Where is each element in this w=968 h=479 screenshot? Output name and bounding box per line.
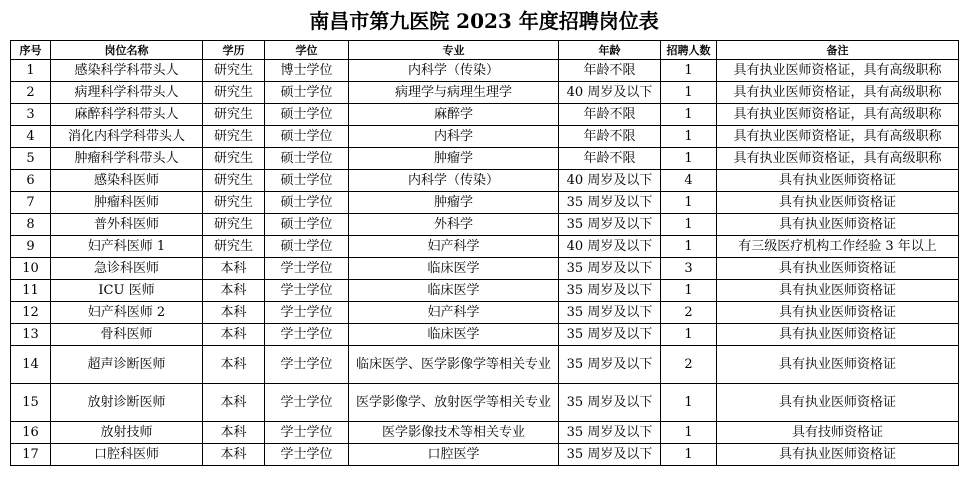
recruitment-table [10,40,959,466]
cell-no: 9 [11,236,51,258]
table-row [11,302,959,324]
header-age: 年龄 [559,41,661,60]
cell-edu: 研究生 [203,214,265,236]
cell-count: 3 [661,258,717,280]
cell-edu: 研究生 [203,104,265,126]
cell-degree: 学士学位 [265,258,349,280]
cell-post: 骨科医师 [51,324,203,346]
cell-post: 感染科学科带头人 [51,60,203,82]
cell-edu: 研究生 [203,126,265,148]
header-degree: 学位 [265,41,349,60]
table-row [11,126,959,148]
cell-age: 35 周岁及以下 [559,214,661,236]
cell-age: 35 周岁及以下 [559,444,661,466]
cell-note: 具有执业医师资格证 [717,444,959,466]
cell-post: 口腔科医师 [51,444,203,466]
cell-no: 16 [11,422,51,444]
cell-major: 外科学 [349,214,559,236]
cell-count: 1 [661,324,717,346]
cell-count: 1 [661,444,717,466]
cell-post: 感染科医师 [51,170,203,192]
cell-note: 具有执业医师资格证 [717,384,959,422]
cell-no: 6 [11,170,51,192]
table-row [11,82,959,104]
cell-age: 40 周岁及以下 [559,82,661,104]
cell-edu: 研究生 [203,192,265,214]
cell-major: 口腔医学 [349,444,559,466]
cell-major: 临床医学、医学影像学等相关专业 [349,346,559,384]
cell-edu: 本科 [203,258,265,280]
cell-edu: 本科 [203,280,265,302]
cell-major: 病理学与病理生理学 [349,82,559,104]
cell-degree: 学士学位 [265,346,349,384]
table-row [11,324,959,346]
table-row [11,384,959,422]
cell-major: 妇产科学 [349,302,559,324]
cell-edu: 本科 [203,422,265,444]
table-row [11,444,959,466]
cell-note: 具有执业医师资格证 [717,324,959,346]
cell-no: 13 [11,324,51,346]
cell-age: 35 周岁及以下 [559,384,661,422]
cell-degree: 硕士学位 [265,236,349,258]
cell-major: 临床医学 [349,324,559,346]
cell-count: 4 [661,170,717,192]
cell-edu: 本科 [203,444,265,466]
header-edu: 学历 [203,41,265,60]
cell-no: 3 [11,104,51,126]
cell-no: 5 [11,148,51,170]
cell-note: 具有执业医师资格证，具有高级职称 [717,148,959,170]
cell-edu: 本科 [203,324,265,346]
cell-edu: 研究生 [203,148,265,170]
cell-degree: 硕士学位 [265,126,349,148]
cell-no: 4 [11,126,51,148]
cell-age: 35 周岁及以下 [559,258,661,280]
cell-degree: 学士学位 [265,324,349,346]
cell-age: 40 周岁及以下 [559,236,661,258]
cell-major: 内科学 [349,126,559,148]
cell-note: 具有执业医师资格证 [717,214,959,236]
cell-post: 放射诊断医师 [51,384,203,422]
header-count: 招聘人数 [661,41,717,60]
cell-note: 具有执业医师资格证，具有高级职称 [717,126,959,148]
cell-no: 12 [11,302,51,324]
cell-post: ICU 医师 [51,280,203,302]
cell-note: 具有执业医师资格证，具有高级职称 [717,82,959,104]
cell-count: 1 [661,126,717,148]
cell-edu: 本科 [203,346,265,384]
cell-edu: 研究生 [203,236,265,258]
cell-count: 2 [661,346,717,384]
table-row [11,104,959,126]
cell-major: 内科学（传染） [349,60,559,82]
cell-count: 2 [661,302,717,324]
cell-note: 有三级医疗机构工作经验 3 年以上 [717,236,959,258]
table-row [11,192,959,214]
cell-edu: 研究生 [203,82,265,104]
cell-edu: 本科 [203,302,265,324]
cell-count: 1 [661,214,717,236]
cell-degree: 学士学位 [265,280,349,302]
cell-age: 35 周岁及以下 [559,302,661,324]
header-major: 专业 [349,41,559,60]
cell-degree: 硕士学位 [265,192,349,214]
cell-note: 具有技师资格证 [717,422,959,444]
cell-note: 具有执业医师资格证 [717,280,959,302]
cell-note: 具有执业医师资格证 [717,192,959,214]
cell-edu: 研究生 [203,170,265,192]
cell-no: 8 [11,214,51,236]
cell-count: 1 [661,236,717,258]
table-row [11,214,959,236]
table-row [11,258,959,280]
cell-count: 1 [661,192,717,214]
table-row [11,422,959,444]
cell-age: 35 周岁及以下 [559,422,661,444]
cell-count: 1 [661,60,717,82]
cell-degree: 硕士学位 [265,170,349,192]
cell-note: 具有执业医师资格证，具有高级职称 [717,60,959,82]
cell-post: 放射技师 [51,422,203,444]
cell-no: 11 [11,280,51,302]
cell-degree: 学士学位 [265,444,349,466]
cell-degree: 博士学位 [265,60,349,82]
cell-degree: 硕士学位 [265,82,349,104]
cell-post: 妇产科医师 1 [51,236,203,258]
cell-major: 医学影像学、放射医学等相关专业 [349,384,559,422]
cell-major: 肿瘤学 [349,148,559,170]
cell-age: 35 周岁及以下 [559,346,661,384]
cell-degree: 硕士学位 [265,104,349,126]
cell-age: 年龄不限 [559,104,661,126]
cell-major: 妇产科学 [349,236,559,258]
table-header-row [11,41,959,60]
cell-post: 肿瘤科学科带头人 [51,148,203,170]
header-note: 备注 [717,41,959,60]
cell-age: 40 周岁及以下 [559,170,661,192]
header-post: 岗位名称 [51,41,203,60]
cell-major: 肿瘤学 [349,192,559,214]
cell-count: 1 [661,148,717,170]
cell-age: 年龄不限 [559,60,661,82]
cell-no: 1 [11,60,51,82]
cell-post: 病理科学科带头人 [51,82,203,104]
cell-major: 临床医学 [349,280,559,302]
cell-note: 具有执业医师资格证 [717,302,959,324]
cell-count: 1 [661,104,717,126]
table-row [11,280,959,302]
cell-edu: 本科 [203,384,265,422]
table-row [11,346,959,384]
cell-count: 1 [661,82,717,104]
cell-post: 普外科医师 [51,214,203,236]
table-row [11,148,959,170]
table-row [11,60,959,82]
cell-major: 医学影像技术等相关专业 [349,422,559,444]
cell-note: 具有执业医师资格证 [717,346,959,384]
cell-no: 14 [11,346,51,384]
cell-note: 具有执业医师资格证 [717,258,959,280]
cell-age: 35 周岁及以下 [559,192,661,214]
table-row [11,236,959,258]
cell-no: 2 [11,82,51,104]
cell-no: 10 [11,258,51,280]
cell-edu: 研究生 [203,60,265,82]
cell-post: 妇产科医师 2 [51,302,203,324]
cell-no: 7 [11,192,51,214]
cell-major: 麻醉学 [349,104,559,126]
header-no: 序号 [11,41,51,60]
cell-post: 麻醉科学科带头人 [51,104,203,126]
cell-degree: 硕士学位 [265,148,349,170]
cell-post: 急诊科医师 [51,258,203,280]
cell-post: 超声诊断医师 [51,346,203,384]
cell-count: 1 [661,384,717,422]
cell-no: 15 [11,384,51,422]
cell-age: 35 周岁及以下 [559,324,661,346]
cell-post: 肿瘤科医师 [51,192,203,214]
cell-degree: 硕士学位 [265,214,349,236]
cell-age: 年龄不限 [559,126,661,148]
cell-age: 35 周岁及以下 [559,280,661,302]
cell-degree: 学士学位 [265,422,349,444]
cell-count: 1 [661,422,717,444]
page-title: 南昌市第九医院 2023 年度招聘岗位表 [309,9,659,33]
cell-degree: 学士学位 [265,384,349,422]
cell-note: 具有执业医师资格证，具有高级职称 [717,104,959,126]
cell-major: 内科学（传染） [349,170,559,192]
cell-no: 17 [11,444,51,466]
cell-note: 具有执业医师资格证 [717,170,959,192]
cell-post: 消化内科学科带头人 [51,126,203,148]
cell-degree: 学士学位 [265,302,349,324]
cell-age: 年龄不限 [559,148,661,170]
cell-count: 1 [661,280,717,302]
table-row [11,170,959,192]
cell-major: 临床医学 [349,258,559,280]
